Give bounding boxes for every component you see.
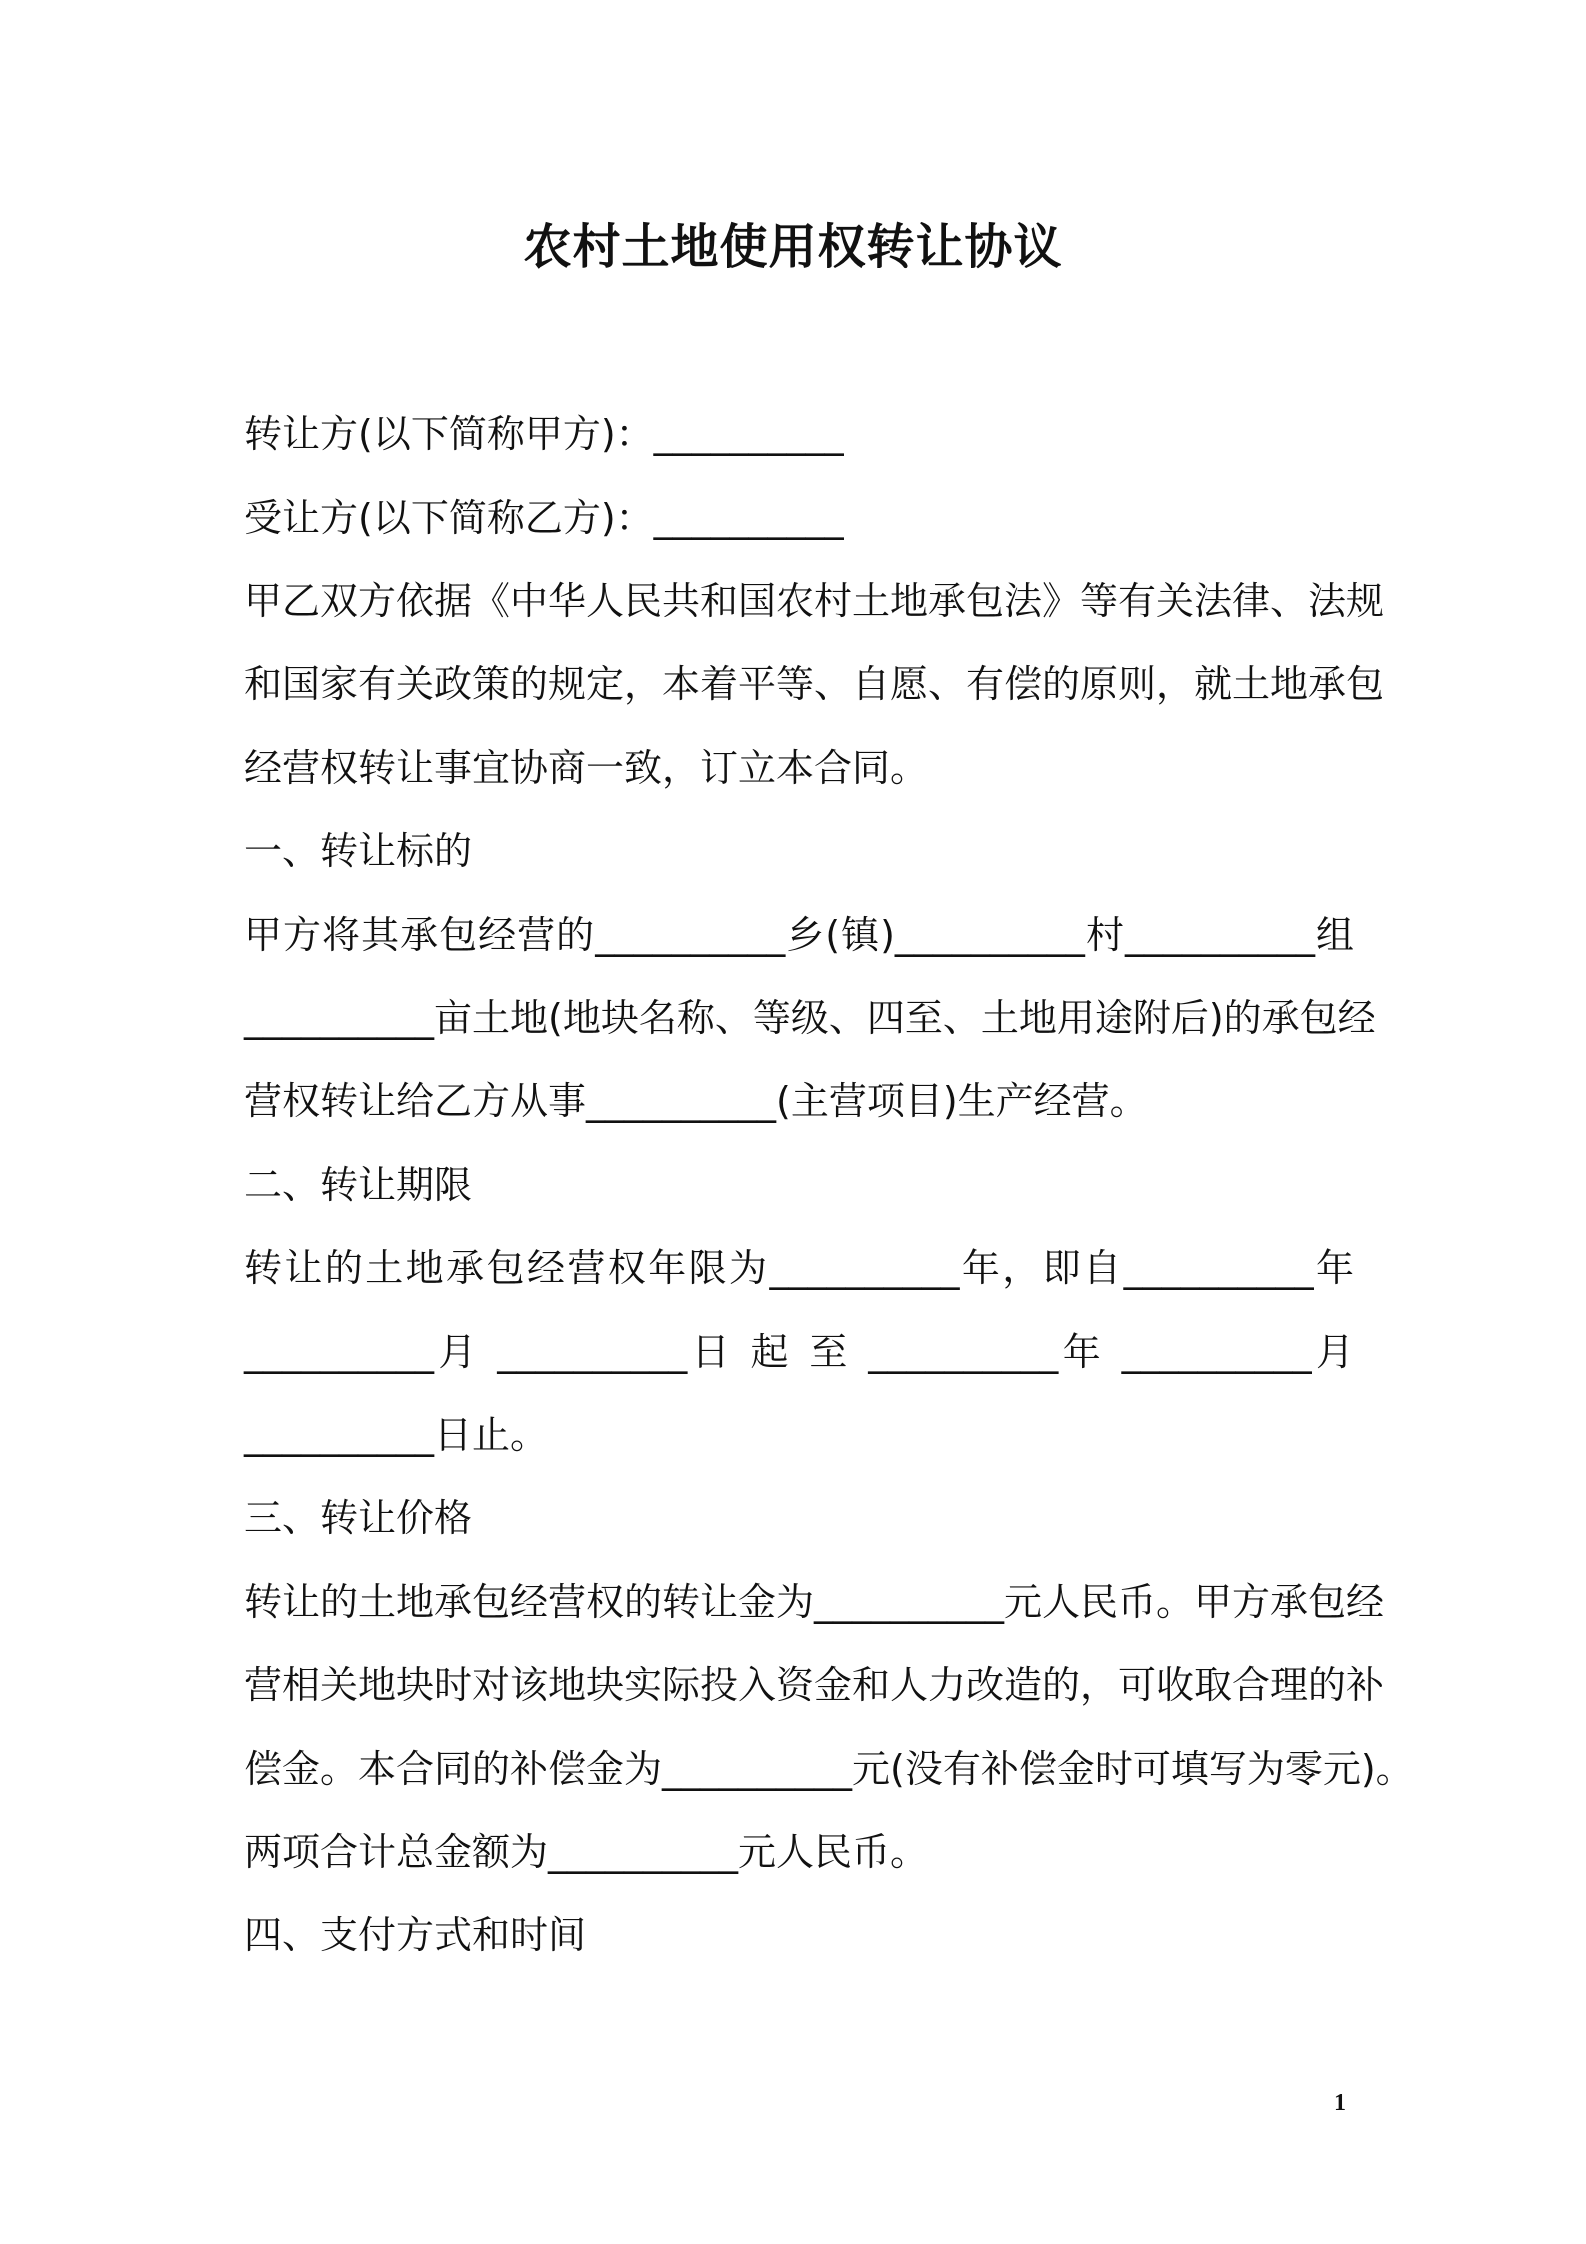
preamble-line-3: 经营权转让事宜协商一致，订立本合同。 xyxy=(244,746,929,790)
section-3-line-3: 偿金。本合同的补偿金为__________元(没有补偿金时可填写为零元)。 xyxy=(244,1747,1414,1791)
page-number: 1 xyxy=(1334,2090,1346,2116)
section-3-line-1: 转让的土地承包经营权的转让金为__________元人民币。甲方承包经 xyxy=(244,1580,1385,1624)
preamble-line-2: 和国家有关政策的规定，本着平等、自愿、有偿的原则，就土地承包 xyxy=(244,662,1385,706)
document-title: 农村土地使用权转让协议 xyxy=(523,219,1063,275)
transferee-line: 受让方(以下简称乙方)：__________ xyxy=(244,496,844,540)
section-2-line-3: __________日止。 xyxy=(244,1413,549,1457)
transferor-line: 转让方(以下简称甲方)：__________ xyxy=(244,412,844,456)
section-1-line-1: 甲方将其承包经营的__________乡(镇)__________村__________组 xyxy=(244,913,1354,957)
section-2-line-1: 转让的土地承包经营权年限为__________年，即自__________年 xyxy=(244,1246,1354,1290)
section-heading-4: 四、支付方式和时间 xyxy=(244,1913,587,1957)
section-3-line-2: 营相关地块时对该地块实际投入资金和人力改造的，可收取合理的补 xyxy=(244,1663,1385,1707)
section-heading-2: 二、转让期限 xyxy=(244,1163,473,1207)
section-1-line-2: __________亩土地(地块名称、等级、四至、土地用途附后)的承包经 xyxy=(244,996,1376,1040)
section-heading-3: 三、转让价格 xyxy=(244,1496,473,1540)
preamble-line-1: 甲乙双方依据《中华人民共和国农村土地承包法》等有关法律、法规 xyxy=(244,579,1385,623)
section-3-line-4: 两项合计总金额为__________元人民币。 xyxy=(244,1830,929,1874)
section-heading-1: 一、转让标的 xyxy=(244,829,473,873)
section-2-line-2: __________月 __________日 起 至 __________年 __________月 xyxy=(244,1330,1354,1374)
section-1-line-3: 营权转让给乙方从事__________(主营项目)生产经营。 xyxy=(244,1079,1148,1123)
